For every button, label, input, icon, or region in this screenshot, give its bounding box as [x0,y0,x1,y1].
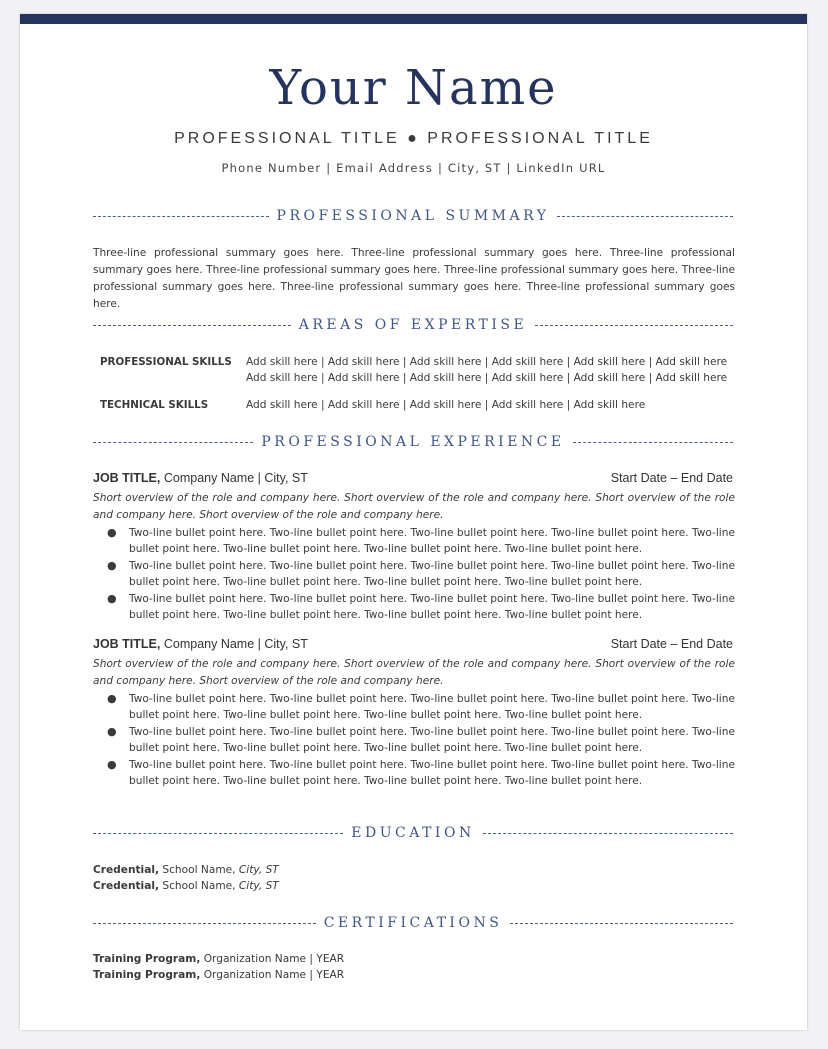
job-bullets [93,525,735,623]
bullet-icon: ● [107,558,117,572]
job-bullets [93,691,735,789]
contact-line: Phone Number | Email Address | City, ST | LinkedIn URL [221,161,606,175]
summary-text: Three-line professional summary goes here. Three-line professional summary goes here. Three-line professional summary goes here. Three-line professional summary goes here. Three-line professional summary goes here. Three-line professional summary goes here. Three-line professional summary goes here. Three-line professional summary goes here. [93,247,735,310]
list-item [93,558,735,591]
bullet-text: Two-line bullet point here. Two-line bullet point here. Two-line bullet point here. Two-line bullet point here. Two-line bullet point here. Two-line bullet point here. Two-line bullet point here. Two-line bullet point here. [129,725,735,755]
job-title: JOB TITLE, [93,471,161,485]
education-heading [93,823,733,843]
heading-divider [93,325,291,326]
top-accent-bar [20,14,807,24]
job-company: Company Name | City, ST [160,637,308,651]
bullet-text: Two-line bullet point here. Two-line bullet point here. Two-line bullet point here. Two-line bullet point here. Two-line bullet point here. Two-line bullet point here. Two-line bullet point here. Two-line bullet point here. [129,592,735,622]
bullet-text: Two-line bullet point here. Two-line bullet point here. Two-line bullet point here. Two-line bullet point here. Two-line bullet point here. Two-line bullet point here. Two-line bullet point here. Two-line bullet point here. [129,527,735,556]
bullet-text: Two-line bullet point here. Two-line bullet point here. Two-line bullet point here. Two-line bullet point here. Two-line bullet point here. Two-line bullet point here. Two-line bullet point here. Two-line bullet point here. [129,758,735,788]
professional-titles: PROFESSIONAL TITLE ● PROFESSIONAL TITLE [174,130,653,147]
bullet-icon: ● [107,591,117,605]
heading-divider [535,325,733,326]
school-name: School Name, [159,864,239,876]
job-header [93,637,733,651]
job-dates: Start Date – End Date [610,637,733,651]
heading-divider [483,833,733,834]
certifications-heading-label: CERTIFICATIONS [323,915,503,931]
job-overview: Short overview of the role and company here. Short overview of the role and company here. Short overview of the role and company here. Short overview of the role and company here. [93,492,735,521]
heading-divider [93,216,269,217]
heading-divider [573,442,733,443]
professional-skills-label: PROFESSIONAL SKILLS [100,356,232,368]
heading-divider [93,923,316,924]
heading-divider [557,216,733,217]
bullet-icon: ● [107,724,117,738]
bullet-icon: ● [107,692,117,705]
bullet-text: Two-line bullet point here. Two-line bullet point here. Two-line bullet point here. Two-line bullet point here. Two-line bullet point here. Two-line bullet point here. Two-line bullet point here. Two-line bullet point here. [129,559,735,589]
job-header [93,471,733,485]
job-company: Company Name | City, ST [160,471,308,485]
education-heading-label: EDUCATION [351,825,475,841]
job-title: JOB TITLE, [93,637,161,651]
candidate-name: Your Name [269,60,558,116]
certifications-heading [93,913,733,933]
expertise-heading [93,315,733,335]
certification-entry [93,951,733,967]
school-name: School Name, [159,880,239,892]
resume-page [20,14,807,1030]
job-overview: Short overview of the role and company here. Short overview of the role and company here. Short overview of the role and company here. Short overview of the role and company here. [93,658,735,687]
summary-heading [93,206,733,226]
expertise-heading-label: AREAS OF EXPERTISE [298,317,528,333]
certification-entry [93,967,733,983]
technical-skills-values: Add skill here | Add skill here | Add skill here | Add skill here | Add skill here [246,399,646,411]
school-location: City, ST [238,880,279,892]
school-location: City, ST [238,864,279,876]
list-item [93,591,735,624]
experience-heading [93,432,733,452]
bullet-text: Two-line bullet point here. Two-line bullet point here. Two-line bullet point here. Two-line bullet point here. Two-line bullet point here. Two-line bullet point here. Two-line bullet point here. Two-line bullet point here. [129,693,735,722]
heading-divider [93,833,343,834]
list-item [93,757,735,790]
list-item [93,691,735,724]
experience-heading-label: PROFESSIONAL EXPERIENCE [261,434,565,450]
heading-divider [93,442,253,443]
heading-divider [510,923,733,924]
bullet-icon: ● [107,757,117,771]
credential: Credential, [93,880,159,892]
training-program: Training Program, [93,969,201,981]
training-program: Training Program, [93,953,201,965]
bullet-icon: ● [107,526,117,539]
job-dates: Start Date – End Date [610,471,733,485]
organization: Organization Name | YEAR [200,969,345,981]
list-item [93,525,735,558]
education-entry [93,862,733,878]
list-item [93,724,735,757]
credential: Credential, [93,864,159,876]
education-entry [93,878,733,894]
professional-skills-values: Add skill here | Add skill here | Add skill here | Add skill here | Add skill here | Add skill here Add skill here | Add skill here | Add skill here | Add skill here | Add skill here | Add skill here [246,356,728,384]
technical-skills-label: TECHNICAL SKILLS [100,399,209,411]
summary-heading-label: PROFESSIONAL SUMMARY [276,208,550,224]
organization: Organization Name | YEAR [200,953,345,965]
